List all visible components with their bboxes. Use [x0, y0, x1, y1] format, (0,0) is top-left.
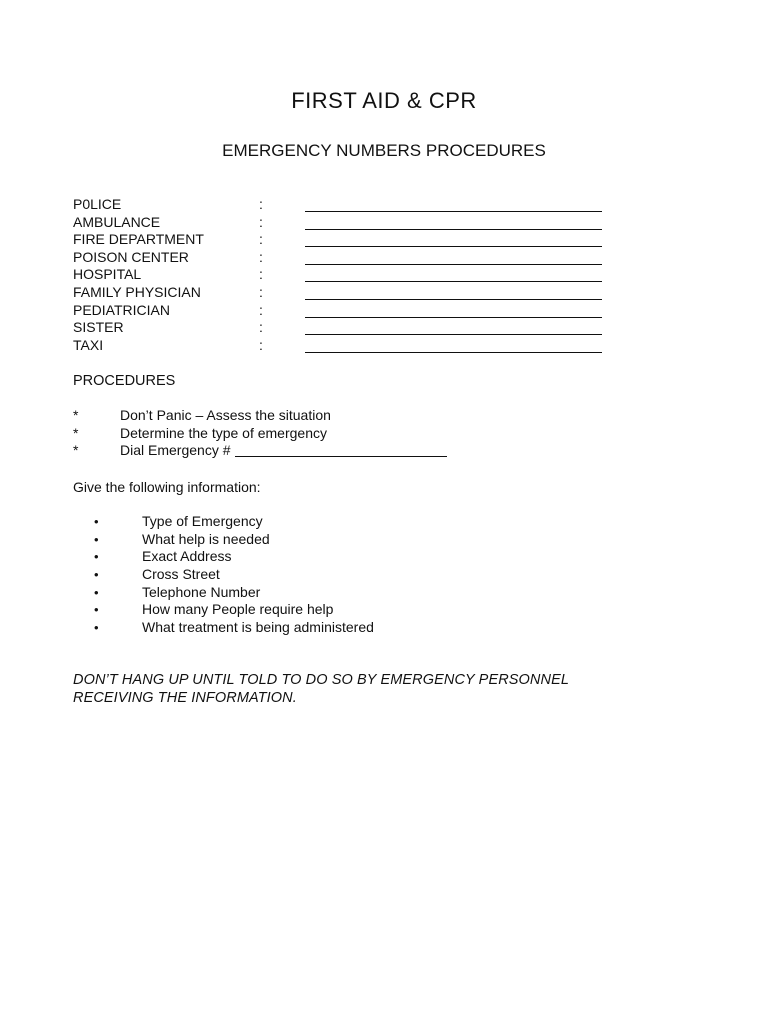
contact-row-family-physician	[73, 284, 613, 302]
contact-row-poison-center	[73, 249, 613, 267]
phone-number-blank[interactable]	[305, 231, 602, 247]
bullet-icon: •	[94, 531, 99, 547]
emergency-number-blank[interactable]	[235, 442, 447, 457]
contact-row-fire-department	[73, 231, 613, 249]
procedure-steps-list	[73, 407, 573, 460]
asterisk-marker: *	[73, 407, 79, 423]
phone-number-blank[interactable]	[305, 337, 602, 353]
contact-label: PEDIATRICIAN	[73, 301, 170, 318]
contact-row-police	[73, 196, 613, 214]
list-item-text: What treatment is being administered	[142, 619, 374, 636]
contact-separator: :	[259, 301, 263, 318]
bullet-icon: •	[94, 514, 99, 529]
information-intro: Give the following information:	[73, 479, 261, 495]
warning-line: DON’T HANG UP UNTIL TOLD TO DO SO BY EMERGENCY PERSONNEL	[73, 672, 570, 688]
phone-number-blank[interactable]	[305, 196, 602, 212]
contact-separator: :	[259, 231, 263, 248]
contact-label: P0LICE	[73, 196, 122, 212]
contact-label: SISTER	[73, 319, 124, 336]
list-item	[94, 584, 544, 602]
emergency-contact-list	[73, 196, 613, 354]
contact-separator: :	[259, 248, 263, 265]
procedures-heading: PROCEDURES	[73, 373, 176, 389]
contact-row-hospital	[73, 266, 613, 284]
list-item	[94, 513, 544, 531]
phone-number-blank[interactable]	[305, 249, 602, 265]
contact-separator: :	[259, 213, 263, 230]
bullet-icon: •	[94, 567, 99, 583]
asterisk-marker: *	[73, 424, 79, 441]
procedure-step-text: Don’t Panic – Assess the situation	[120, 407, 331, 423]
bullet-icon: •	[94, 602, 99, 618]
phone-number-blank[interactable]	[305, 266, 602, 282]
bullet-icon: •	[94, 549, 99, 565]
information-bullet-list	[94, 513, 544, 637]
list-item	[94, 619, 544, 637]
list-item	[94, 531, 544, 549]
procedure-step	[73, 442, 573, 460]
emergency-call-warning	[73, 671, 633, 707]
contact-separator: :	[259, 336, 263, 353]
procedure-step	[73, 407, 573, 425]
contact-row-taxi	[73, 337, 613, 355]
contact-row-sister	[73, 319, 613, 337]
contact-separator: :	[259, 196, 263, 212]
list-item	[94, 566, 544, 584]
list-item-text: Type of Emergency	[142, 513, 263, 529]
document-subtitle: EMERGENCY NUMBERS PROCEDURES	[222, 141, 546, 160]
procedure-step	[73, 425, 573, 443]
list-item-text: Telephone Number	[142, 583, 261, 600]
procedure-step-text: Dial Emergency #	[120, 442, 231, 459]
list-item-text: Cross Street	[142, 566, 220, 583]
list-item	[94, 601, 544, 619]
bullet-icon: •	[94, 584, 99, 600]
list-item-text: What help is needed	[142, 530, 270, 547]
contact-row-pediatrician	[73, 302, 613, 320]
asterisk-marker: *	[73, 442, 79, 459]
contact-label: AMBULANCE	[73, 213, 161, 230]
list-item-text: Exact Address	[142, 548, 232, 565]
contact-separator: :	[259, 266, 263, 283]
contact-label: HOSPITAL	[73, 266, 142, 283]
list-item-text: How many People require help	[142, 601, 334, 618]
contact-separator: :	[259, 283, 263, 300]
document-title: FIRST AID & CPR	[291, 88, 477, 113]
list-item	[94, 548, 544, 566]
phone-number-blank[interactable]	[305, 214, 602, 230]
contact-label: FIRE DEPARTMENT	[73, 231, 204, 248]
procedure-step-dial-emergency	[120, 442, 447, 460]
contact-separator: :	[259, 319, 263, 336]
procedure-step-text: Determine the type of emergency	[120, 424, 327, 441]
contact-label: FAMILY PHYSICIAN	[73, 283, 201, 300]
bullet-icon: •	[94, 620, 99, 636]
warning-line: RECEIVING THE INFORMATION.	[73, 690, 297, 706]
contact-label: TAXI	[73, 336, 104, 353]
phone-number-blank[interactable]	[305, 284, 602, 300]
phone-number-blank[interactable]	[305, 302, 602, 318]
contact-row-ambulance	[73, 214, 613, 232]
contact-label: POISON CENTER	[73, 248, 189, 265]
phone-number-blank[interactable]	[305, 319, 602, 335]
